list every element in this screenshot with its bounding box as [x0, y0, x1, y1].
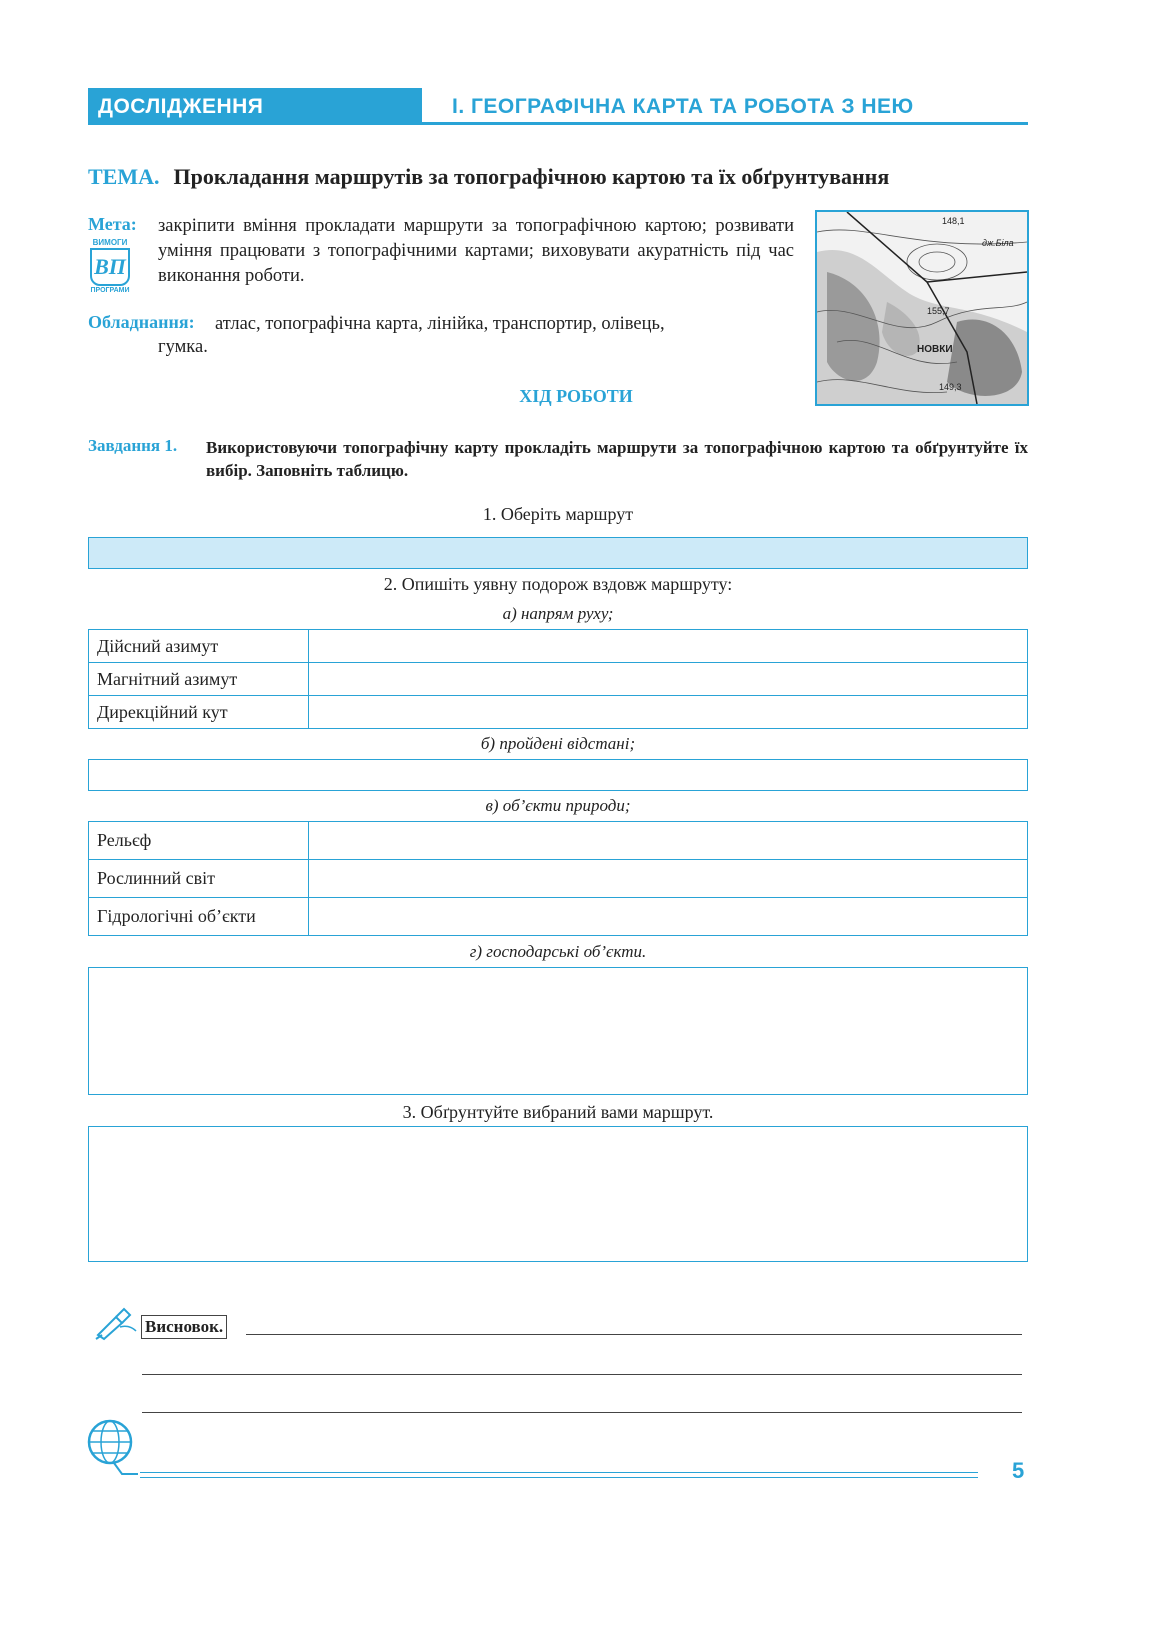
true-azimuth-input[interactable] [309, 630, 1028, 663]
table-row [89, 822, 1028, 860]
hydrology-input[interactable] [309, 898, 1028, 936]
footer-rule [140, 1472, 978, 1473]
grid-angle-input[interactable] [309, 696, 1028, 729]
conclusion-line-2[interactable] [142, 1374, 1022, 1375]
nature-label-hydrology: Гідрологічні об’єкти [89, 898, 309, 936]
equipment-text-line2: гумка. [158, 337, 208, 357]
conclusion-line-3[interactable] [142, 1412, 1022, 1413]
map-elevation-3: 149,3 [939, 382, 962, 392]
badge-top-text: ВИМОГИ [92, 238, 128, 247]
chapter-header: І. ГЕОГРАФІЧНА КАРТА ТА РОБОТА З НЕЮ [422, 88, 1028, 125]
direction-table [88, 629, 1028, 729]
nature-table [88, 821, 1028, 936]
pen-hand-icon [94, 1305, 138, 1341]
map-village-label: НОВКИ [917, 344, 953, 355]
course-heading: ХІД РОБОТИ [519, 386, 633, 406]
table-row [89, 663, 1028, 696]
sub-b-heading: б) пройдені відстані; [480, 734, 636, 753]
nature-label-vegetation: Рослинний світ [89, 860, 309, 898]
direction-label-magnetic-azimuth: Магнітний азимут [89, 663, 309, 696]
vegetation-input[interactable] [309, 860, 1028, 898]
program-requirements-badge [86, 238, 134, 302]
conclusion-line-1[interactable] [246, 1334, 1022, 1335]
step3-heading: 3. Обґрунтуйте вибраний вами маршрут. [402, 1102, 714, 1122]
table-row [89, 630, 1028, 663]
topographic-map-drawing [817, 212, 1027, 404]
equipment-text-line1: атлас, топографічна карта, лінійка, транспортир, олівець, [215, 314, 665, 334]
map-elevation-2: 148,1 [942, 216, 965, 226]
badge-bottom-text: ПРОГРАМИ [90, 287, 130, 294]
magnetic-azimuth-input[interactable] [309, 663, 1028, 696]
table-row [89, 898, 1028, 936]
theme-title: Прокладання маршрутів за топографічною картою та їх обґрунтування [173, 164, 890, 189]
step1-heading: 1. Оберіть маршрут [482, 504, 634, 524]
theme-label: ТЕМА. [88, 164, 160, 189]
topographic-map-image [815, 210, 1029, 406]
section-header: ДОСЛІДЖЕННЯ [88, 88, 422, 125]
goal-text: закріпити вміння прокладати маршрути за топографічною картою; розвивати уміння працювати з топографічними картами; виховувати акуратність під час виконання роботи. [158, 216, 794, 286]
page-number: 5 [1012, 1458, 1025, 1483]
badge-emblem: ВП [90, 248, 130, 286]
direction-label-true-azimuth: Дійсний азимут [89, 630, 309, 663]
goal-label: Мета: [88, 214, 137, 234]
route-input-field[interactable] [88, 537, 1028, 569]
economic-objects-input-field[interactable] [88, 967, 1028, 1095]
conclusion-label: Висновок. [141, 1315, 227, 1339]
route-justification-input-field[interactable] [88, 1126, 1028, 1262]
map-spring-label: дж.Біла [982, 238, 1014, 248]
task-text: Використовуючи топографічну карту прокладіть маршрути за топографічною картою та обґрунтуйте їх вибір. Заповніть таблицю. [206, 438, 1028, 480]
direction-label-grid-angle: Дирекційний кут [89, 696, 309, 729]
task-label: Завдання 1. [88, 436, 178, 455]
table-row [89, 860, 1028, 898]
step2-heading: 2. Опишіть уявну подорож вздовж маршруту: [383, 574, 733, 594]
equipment-label: Обладнання: [88, 312, 195, 332]
sub-c-heading: в) об’єкти природи; [485, 796, 631, 815]
nature-label-relief: Рельєф [89, 822, 309, 860]
distance-input-field[interactable] [88, 759, 1028, 791]
theme-heading [88, 164, 889, 190]
footer-rule-thin [140, 1477, 978, 1478]
relief-input[interactable] [309, 822, 1028, 860]
table-row [89, 696, 1028, 729]
globe-icon [86, 1418, 142, 1478]
sub-a-heading: а) напрям руху; [502, 604, 614, 623]
map-elevation-1: 155,7 [927, 306, 950, 316]
sub-d-heading: г) господарські об’єкти. [469, 942, 647, 961]
